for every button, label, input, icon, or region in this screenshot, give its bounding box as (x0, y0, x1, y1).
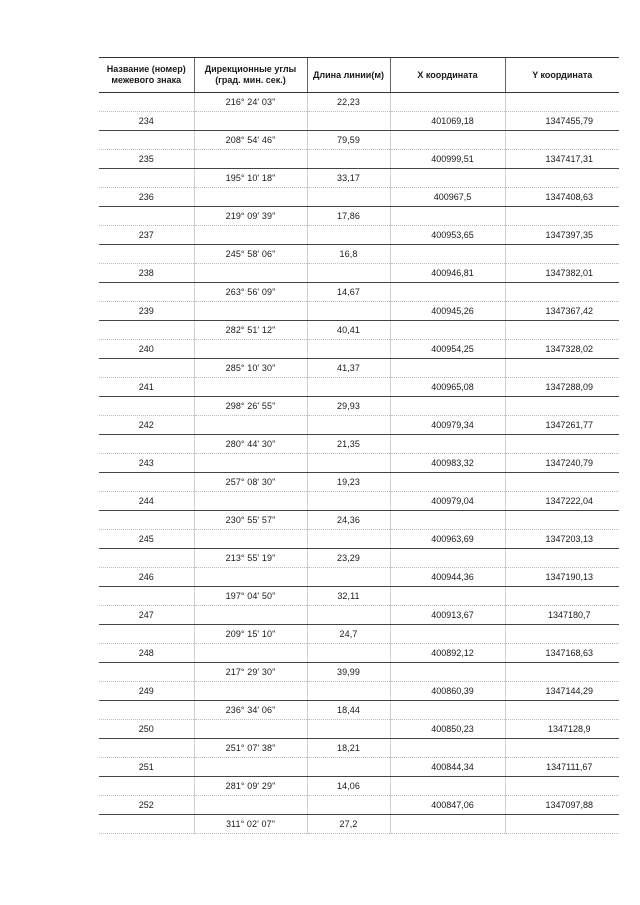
segment-row (99, 245, 619, 264)
x-coordinate-cell (390, 131, 505, 150)
bearing-angle-cell (194, 454, 307, 473)
segment-row (99, 435, 619, 454)
x-coordinate-cell (390, 587, 505, 606)
marker-name-cell (99, 511, 194, 530)
marker-name-cell: 242 (99, 416, 194, 435)
header-y-coordinate: Y координата (505, 58, 619, 93)
x-coordinate-cell (390, 207, 505, 226)
line-length-cell: 21,35 (307, 435, 390, 454)
marker-name-cell: 249 (99, 682, 194, 701)
x-coordinate-cell (390, 93, 505, 112)
bearing-angle-cell: 311° 02' 07" (194, 815, 307, 834)
marker-row (99, 606, 619, 625)
line-length-cell (307, 720, 390, 739)
bearing-angle-cell (194, 378, 307, 397)
marker-name-cell (99, 397, 194, 416)
line-length-cell (307, 416, 390, 435)
line-length-cell (307, 796, 390, 815)
bearing-angle-cell: 282° 51' 12" (194, 321, 307, 340)
x-coordinate-cell (390, 397, 505, 416)
marker-name-cell (99, 701, 194, 720)
table-header-row (99, 58, 619, 93)
segment-row (99, 207, 619, 226)
x-coordinate-cell: 400946,81 (390, 264, 505, 283)
line-length-cell: 22,23 (307, 93, 390, 112)
bearing-angle-cell (194, 188, 307, 207)
y-coordinate-cell: 1347455,79 (505, 112, 619, 131)
line-length-cell: 29,93 (307, 397, 390, 416)
y-coordinate-cell: 1347382,01 (505, 264, 619, 283)
marker-name-cell: 240 (99, 340, 194, 359)
x-coordinate-cell (390, 739, 505, 758)
marker-row (99, 302, 619, 321)
marker-row (99, 226, 619, 245)
x-coordinate-cell (390, 815, 505, 834)
bearing-angle-cell (194, 644, 307, 663)
segment-row (99, 169, 619, 188)
x-coordinate-cell: 400963,69 (390, 530, 505, 549)
y-coordinate-cell: 1347111,67 (505, 758, 619, 777)
marker-row (99, 112, 619, 131)
x-coordinate-cell (390, 701, 505, 720)
x-coordinate-cell: 400945,26 (390, 302, 505, 321)
marker-name-cell (99, 815, 194, 834)
x-coordinate-cell: 400954,25 (390, 340, 505, 359)
marker-row (99, 340, 619, 359)
y-coordinate-cell (505, 359, 619, 378)
y-coordinate-cell (505, 207, 619, 226)
bearing-angle-cell: 230° 55' 57" (194, 511, 307, 530)
line-length-cell: 32,11 (307, 587, 390, 606)
line-length-cell (307, 378, 390, 397)
marker-name-cell: 243 (99, 454, 194, 473)
bearing-angle-cell: 245° 58' 06" (194, 245, 307, 264)
x-coordinate-cell: 400979,04 (390, 492, 505, 511)
x-coordinate-cell: 400847,06 (390, 796, 505, 815)
x-coordinate-cell (390, 625, 505, 644)
y-coordinate-cell (505, 321, 619, 340)
line-length-cell (307, 644, 390, 663)
line-length-cell (307, 188, 390, 207)
header-line-length: Длина линии(м) (307, 58, 390, 93)
x-coordinate-cell (390, 549, 505, 568)
marker-row (99, 568, 619, 587)
marker-name-cell: 248 (99, 644, 194, 663)
marker-row (99, 150, 619, 169)
line-length-cell: 40,41 (307, 321, 390, 340)
bearing-angle-cell (194, 112, 307, 131)
marker-row (99, 416, 619, 435)
marker-name-cell (99, 473, 194, 492)
bearing-angle-cell (194, 758, 307, 777)
marker-name-cell: 244 (99, 492, 194, 511)
marker-name-cell (99, 739, 194, 758)
segment-row (99, 739, 619, 758)
y-coordinate-cell (505, 549, 619, 568)
marker-row (99, 720, 619, 739)
marker-name-cell: 246 (99, 568, 194, 587)
line-length-cell (307, 112, 390, 131)
marker-name-cell (99, 435, 194, 454)
bearing-angle-cell (194, 530, 307, 549)
y-coordinate-cell (505, 397, 619, 416)
line-length-cell (307, 758, 390, 777)
line-length-cell: 24,36 (307, 511, 390, 530)
marker-row (99, 682, 619, 701)
bearing-angle-cell: 281° 09' 29" (194, 777, 307, 796)
y-coordinate-cell (505, 777, 619, 796)
segment-row (99, 663, 619, 682)
x-coordinate-cell (390, 245, 505, 264)
marker-name-cell: 239 (99, 302, 194, 321)
line-length-cell (307, 454, 390, 473)
bearing-angle-cell (194, 302, 307, 321)
bearing-angle-cell (194, 796, 307, 815)
x-coordinate-cell: 401069,18 (390, 112, 505, 131)
segment-row (99, 815, 619, 834)
marker-row (99, 264, 619, 283)
marker-name-cell (99, 777, 194, 796)
x-coordinate-cell: 400944,36 (390, 568, 505, 587)
marker-name-cell (99, 245, 194, 264)
segment-row (99, 701, 619, 720)
bearing-angle-cell: 251° 07' 38" (194, 739, 307, 758)
line-length-cell: 19,23 (307, 473, 390, 492)
bearing-angle-cell: 209° 15' 10" (194, 625, 307, 644)
y-coordinate-cell (505, 435, 619, 454)
line-length-cell: 14,67 (307, 283, 390, 302)
segment-row (99, 511, 619, 530)
bearing-angle-cell: 217° 29' 30" (194, 663, 307, 682)
line-length-cell (307, 568, 390, 587)
bearing-angle-cell (194, 226, 307, 245)
x-coordinate-cell: 400967,5 (390, 188, 505, 207)
bearing-angle-cell: 236° 34' 06" (194, 701, 307, 720)
bearing-angle-cell: 195° 10' 18" (194, 169, 307, 188)
y-coordinate-cell (505, 131, 619, 150)
y-coordinate-cell (505, 739, 619, 758)
marker-name-cell (99, 131, 194, 150)
y-coordinate-cell: 1347367,42 (505, 302, 619, 321)
segment-row (99, 397, 619, 416)
marker-row (99, 758, 619, 777)
bearing-angle-cell (194, 492, 307, 511)
line-length-cell: 23,29 (307, 549, 390, 568)
y-coordinate-cell (505, 663, 619, 682)
segment-row (99, 473, 619, 492)
bearing-angle-cell: 263° 56' 09" (194, 283, 307, 302)
x-coordinate-cell (390, 435, 505, 454)
y-coordinate-cell (505, 93, 619, 112)
line-length-cell (307, 264, 390, 283)
line-length-cell: 18,21 (307, 739, 390, 758)
line-length-cell: 33,17 (307, 169, 390, 188)
bearing-angle-cell: 298° 26' 55" (194, 397, 307, 416)
line-length-cell (307, 606, 390, 625)
y-coordinate-cell: 1347144,29 (505, 682, 619, 701)
x-coordinate-cell: 400844,34 (390, 758, 505, 777)
marker-name-cell: 237 (99, 226, 194, 245)
x-coordinate-cell (390, 777, 505, 796)
marker-name-cell (99, 169, 194, 188)
marker-name-cell (99, 625, 194, 644)
bearing-angle-cell (194, 416, 307, 435)
bearing-angle-cell (194, 682, 307, 701)
marker-name-cell (99, 283, 194, 302)
x-coordinate-cell (390, 663, 505, 682)
y-coordinate-cell: 1347180,7 (505, 606, 619, 625)
marker-name-cell (99, 321, 194, 340)
y-coordinate-cell: 1347128,9 (505, 720, 619, 739)
bearing-angle-cell: 219° 09' 39" (194, 207, 307, 226)
x-coordinate-cell (390, 321, 505, 340)
marker-name-cell (99, 93, 194, 112)
y-coordinate-cell: 1347203,13 (505, 530, 619, 549)
bearing-angle-cell: 213° 55' 19" (194, 549, 307, 568)
marker-row (99, 454, 619, 473)
bearing-angle-cell (194, 150, 307, 169)
segment-row (99, 93, 619, 112)
bearing-angle-cell (194, 340, 307, 359)
x-coordinate-cell (390, 359, 505, 378)
y-coordinate-cell (505, 473, 619, 492)
bearing-angle-cell: 257° 08' 30" (194, 473, 307, 492)
line-length-cell: 79,59 (307, 131, 390, 150)
x-coordinate-cell: 400999,51 (390, 150, 505, 169)
marker-name-cell: 241 (99, 378, 194, 397)
marker-name-cell: 252 (99, 796, 194, 815)
header-x-coordinate: X координата (390, 58, 505, 93)
line-length-cell (307, 492, 390, 511)
y-coordinate-cell (505, 625, 619, 644)
line-length-cell: 27,2 (307, 815, 390, 834)
y-coordinate-cell (505, 169, 619, 188)
line-length-cell: 41,37 (307, 359, 390, 378)
segment-row (99, 321, 619, 340)
line-length-cell: 24,7 (307, 625, 390, 644)
marker-name-cell: 250 (99, 720, 194, 739)
line-length-cell: 16,8 (307, 245, 390, 264)
y-coordinate-cell: 1347190,13 (505, 568, 619, 587)
segment-row (99, 625, 619, 644)
x-coordinate-cell (390, 511, 505, 530)
table-body (99, 93, 619, 834)
x-coordinate-cell: 400850,23 (390, 720, 505, 739)
marker-name-cell: 236 (99, 188, 194, 207)
segment-row (99, 359, 619, 378)
y-coordinate-cell: 1347222,04 (505, 492, 619, 511)
x-coordinate-cell: 400913,67 (390, 606, 505, 625)
bearing-angle-cell (194, 264, 307, 283)
line-length-cell: 39,99 (307, 663, 390, 682)
x-coordinate-cell (390, 283, 505, 302)
marker-row (99, 378, 619, 397)
y-coordinate-cell: 1347328,02 (505, 340, 619, 359)
x-coordinate-cell: 400953,65 (390, 226, 505, 245)
y-coordinate-cell (505, 283, 619, 302)
line-length-cell (307, 302, 390, 321)
marker-name-cell: 245 (99, 530, 194, 549)
line-length-cell: 17,86 (307, 207, 390, 226)
x-coordinate-cell: 400983,32 (390, 454, 505, 473)
x-coordinate-cell: 400892,12 (390, 644, 505, 663)
bearing-angle-cell: 208° 54' 46" (194, 131, 307, 150)
line-length-cell: 14,06 (307, 777, 390, 796)
y-coordinate-cell: 1347417,31 (505, 150, 619, 169)
line-length-cell (307, 150, 390, 169)
y-coordinate-cell: 1347168,63 (505, 644, 619, 663)
header-bearing-angle: Дирекционные углы (град. мин. сек.) (194, 58, 307, 93)
boundary-coordinates-table (99, 57, 619, 834)
y-coordinate-cell (505, 511, 619, 530)
segment-row (99, 777, 619, 796)
marker-row (99, 644, 619, 663)
line-length-cell (307, 682, 390, 701)
y-coordinate-cell (505, 587, 619, 606)
marker-row (99, 492, 619, 511)
marker-name-cell (99, 663, 194, 682)
y-coordinate-cell: 1347288,09 (505, 378, 619, 397)
y-coordinate-cell: 1347408,63 (505, 188, 619, 207)
segment-row (99, 131, 619, 150)
bearing-angle-cell: 285° 10' 30" (194, 359, 307, 378)
bearing-angle-cell: 197° 04' 50" (194, 587, 307, 606)
bearing-angle-cell (194, 720, 307, 739)
line-length-cell (307, 340, 390, 359)
marker-name-cell (99, 207, 194, 226)
x-coordinate-cell: 400979,34 (390, 416, 505, 435)
y-coordinate-cell (505, 701, 619, 720)
marker-name-cell (99, 359, 194, 378)
marker-row (99, 188, 619, 207)
bearing-angle-cell: 216° 24' 03" (194, 93, 307, 112)
y-coordinate-cell: 1347261,77 (505, 416, 619, 435)
header-marker-name: Название (номер) межевого знака (99, 58, 194, 93)
y-coordinate-cell: 1347097,88 (505, 796, 619, 815)
x-coordinate-cell: 400965,08 (390, 378, 505, 397)
bearing-angle-cell (194, 606, 307, 625)
marker-name-cell (99, 587, 194, 606)
marker-row (99, 796, 619, 815)
marker-name-cell (99, 549, 194, 568)
x-coordinate-cell (390, 169, 505, 188)
bearing-angle-cell (194, 568, 307, 587)
bearing-angle-cell: 280° 44' 30" (194, 435, 307, 454)
line-length-cell: 18,44 (307, 701, 390, 720)
segment-row (99, 283, 619, 302)
line-length-cell (307, 530, 390, 549)
marker-name-cell: 247 (99, 606, 194, 625)
marker-name-cell: 251 (99, 758, 194, 777)
segment-row (99, 587, 619, 606)
marker-name-cell: 238 (99, 264, 194, 283)
y-coordinate-cell: 1347397,35 (505, 226, 619, 245)
y-coordinate-cell (505, 245, 619, 264)
marker-row (99, 530, 619, 549)
y-coordinate-cell: 1347240,79 (505, 454, 619, 473)
y-coordinate-cell (505, 815, 619, 834)
x-coordinate-cell: 400860,39 (390, 682, 505, 701)
x-coordinate-cell (390, 473, 505, 492)
marker-name-cell: 235 (99, 150, 194, 169)
marker-name-cell: 234 (99, 112, 194, 131)
line-length-cell (307, 226, 390, 245)
segment-row (99, 549, 619, 568)
